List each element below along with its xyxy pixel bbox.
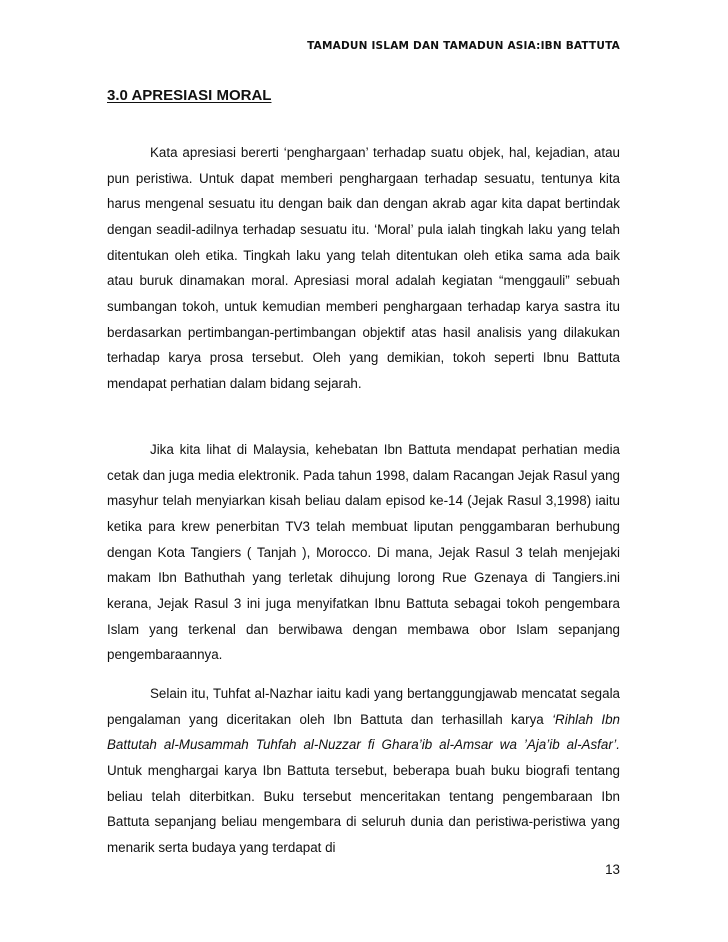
running-header: TAMADUN ISLAM DAN TAMADUN ASIA:IBN BATTUTA <box>307 40 620 52</box>
page-number: 13 <box>605 862 620 877</box>
paragraph-3 <box>107 681 620 861</box>
paragraph-2 <box>107 437 620 668</box>
paragraph-1 <box>107 140 620 397</box>
paragraph-1-text: Kata apresiasi bererti ‘penghargaan’ terhadap suatu objek, hal, kejadian, atau pun peristiwa. Untuk dapat memberi penghargaan terhadap sesuatu, tentunya kita harus mengenal sesuatu itu dengan baik dan dengan akrab agar kita dapat bertindak dengan seadil-adilnya terhadap sesuatu itu. ‘Moral’ pula ialah tingkah laku yang telah ditentukan oleh etika. Tingkah laku yang telah ditentukan oleh etika sama ada baik atau buruk dinamakan moral. Apresiasi moral adalah kegiatan “menggauli” sebuah sumbangan tokoh, untuk kemudian memberi penghargaan terhadap karya sastra itu berdasarkan pertimbangan-pertimbangan objektif atas hasil analisis yang dilakukan terhadap karya prosa tersebut. Oleh yang demikian, tokoh seperti Ibnu Battuta mendapat perhatian dalam bidang sejarah. <box>107 145 620 391</box>
section-title: 3.0 APRESIASI MORAL <box>107 87 272 104</box>
book-title-italic: ‘Rihlah Ibn Battutah al-Musammah Tuhfah al-Nuzzar fi Ghara’ib al-Amsar wa ’Aja’ib al-Asfar’. <box>107 711 620 753</box>
paragraph-3-text-start: Selain itu, Tuhfat al-Nazhar iaitu kadi yang bertanggungjawab mencatat segala pengalaman yang diceritakan oleh Ibn Battuta dan terhasillah karya <box>107 686 620 727</box>
paragraph-3-text-end: Untuk menghargai karya Ibn Battuta tersebut, beberapa buah buku biografi tentang beliau telah diterbitkan. Buku tersebut menceritakan tentang pengembaraan Ibn Battuta sepanjang beliau mengembara di seluruh dunia dan peristiwa-peristiwa yang menarik serta budaya yang terdapat di <box>107 762 620 855</box>
paragraph-2-text: Jika kita lihat di Malaysia, kehebatan Ibn Battuta mendapat perhatian media cetak dan juga media elektronik. Pada tahun 1998, dalam Racangan Jejak Rasul yang masyhur telah menyiarkan kisah beliau dalam episod ke-14 (Jejak Rasul 3,1998) iaitu ketika para krew penerbitan TV3 telah membuat liputan penggambaran berhubung dengan Kota Tangiers ( Tanjah ), Morocco. Di mana, Jejak Rasul 3 telah menjejaki makam Ibn Bathuthah yang terletak dihujung lorong Rue Gzenaya di Tangiers.ini kerana, Jejak Rasul 3 ini juga menyifatkan Ibnu Battuta sebagai tokoh pengembara Islam yang terkenal dan berwibawa dengan membawa obor Islam sepanjang pengembaraannya. <box>107 442 620 663</box>
